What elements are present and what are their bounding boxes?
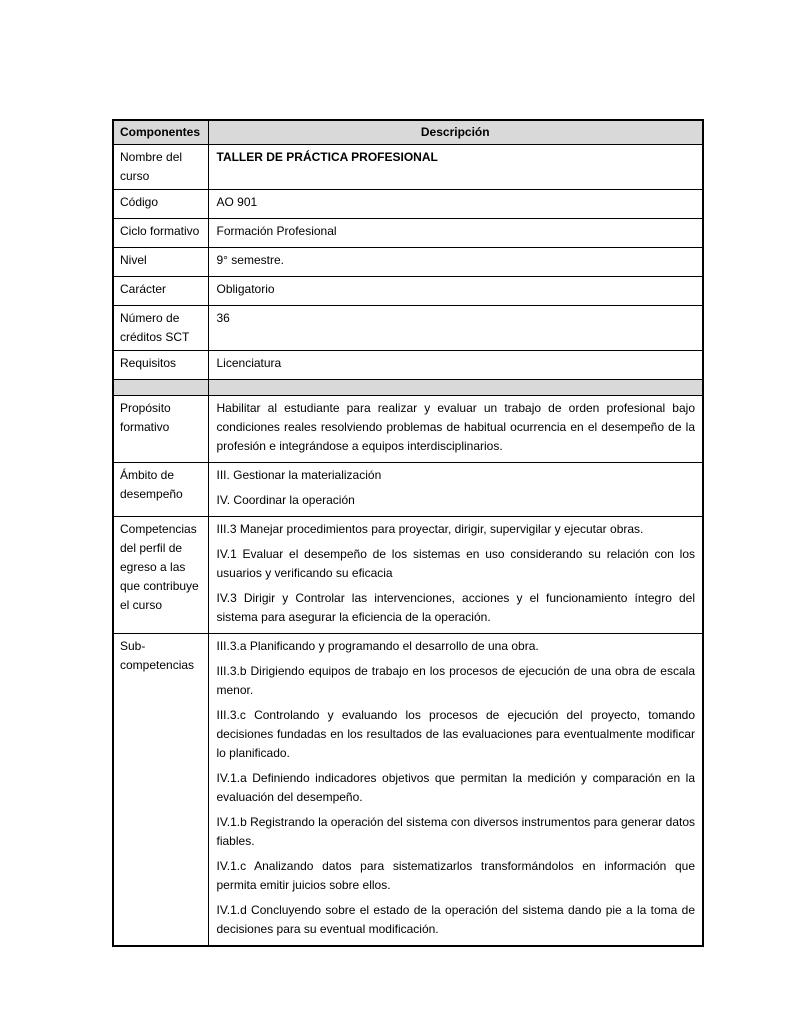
table-body bbox=[113, 145, 703, 947]
component-cell: Código bbox=[113, 190, 208, 219]
component-cell: Competencias del perfil de egreso a las que contribuye el curso bbox=[113, 517, 208, 634]
column-header-descripcion: Descripción bbox=[208, 120, 703, 145]
description-cell bbox=[208, 517, 703, 634]
table-row bbox=[113, 145, 703, 190]
description-paragraph: IV.1 Evaluar el desempeño de los sistemas en uso considerando su relación con los usuarios y verificando su eficacia bbox=[216, 547, 695, 580]
description-cell bbox=[208, 463, 703, 517]
table-row bbox=[113, 463, 703, 517]
description-cell bbox=[208, 396, 703, 463]
description-paragraph: Formación Profesional bbox=[216, 224, 337, 238]
table-row bbox=[113, 306, 703, 351]
description-cell bbox=[208, 351, 703, 380]
table-row bbox=[113, 248, 703, 277]
description-paragraph: III.3.a Planificando y programando el desarrollo de una obra. bbox=[216, 639, 539, 653]
table-row bbox=[113, 517, 703, 634]
column-header-componentes: Componentes bbox=[113, 120, 208, 145]
table-row bbox=[113, 277, 703, 306]
description-cell bbox=[208, 248, 703, 277]
table-row bbox=[113, 396, 703, 463]
description-paragraph: III.3.b Dirigiendo equipos de trabajo en los procesos de ejecución de una obra de escala menor. bbox=[216, 664, 695, 697]
description-cell bbox=[208, 634, 703, 947]
component-cell: Carácter bbox=[113, 277, 208, 306]
description-paragraph: 9° semestre. bbox=[216, 253, 284, 267]
component-cell: Requisitos bbox=[113, 351, 208, 380]
description-paragraph: IV.1.c Analizando datos para sistematizarlos transformándolos en información que permita emitir juicios sobre ellos. bbox=[216, 859, 695, 892]
separator-row bbox=[113, 380, 703, 396]
description-paragraph: III.3.c Controlando y evaluando los procesos de ejecución del proyecto, tomando decisiones fundadas en los resultados de las evaluaciones para eventualmente modificar lo planificado. bbox=[216, 708, 695, 760]
component-cell: Ciclo formativo bbox=[113, 219, 208, 248]
component-cell: Propósito formativo bbox=[113, 396, 208, 463]
description-paragraph: IV.3 Dirigir y Controlar las intervenciones, acciones y el funcionamiento íntegro del sistema para asegurar la eficiencia de la operación. bbox=[216, 591, 695, 624]
table-row bbox=[113, 634, 703, 947]
component-cell: Nombre del curso bbox=[113, 145, 208, 190]
description-paragraph: Habilitar al estudiante para realizar y evaluar un trabajo de orden profesional bajo condiciones reales resolviendo problemas de habitual ocurrencia en el desempeño de la profesión e integrándose a equipos interdisciplinarios. bbox=[216, 401, 695, 453]
description-paragraph: Licenciatura bbox=[216, 356, 282, 370]
description-paragraph: III.3 Manejar procedimientos para proyectar, dirigir, supervigilar y ejecutar obras. bbox=[216, 522, 644, 536]
table-row bbox=[113, 351, 703, 380]
description-paragraph: 36 bbox=[216, 311, 230, 325]
description-cell bbox=[208, 306, 703, 351]
component-cell: Ámbito de desempeño bbox=[113, 463, 208, 517]
description-paragraph: Obligatorio bbox=[216, 282, 275, 296]
component-cell bbox=[113, 380, 208, 396]
description-cell bbox=[208, 145, 703, 190]
description-cell bbox=[208, 380, 703, 396]
description-cell bbox=[208, 190, 703, 219]
description-cell bbox=[208, 277, 703, 306]
table-row bbox=[113, 219, 703, 248]
course-description-table bbox=[112, 119, 704, 947]
description-paragraph: AO 901 bbox=[216, 195, 258, 209]
component-cell: Nivel bbox=[113, 248, 208, 277]
component-cell: Sub-competencias bbox=[113, 634, 208, 947]
table-header-row bbox=[113, 120, 703, 145]
description-paragraph: III. Gestionar la materialización bbox=[216, 468, 382, 482]
description-paragraph: TALLER DE PRÁCTICA PROFESIONAL bbox=[216, 150, 438, 164]
table-row bbox=[113, 190, 703, 219]
description-paragraph: IV.1.d Concluyendo sobre el estado de la operación del sistema dando pie a la toma de decisiones para su eventual modificación. bbox=[216, 903, 695, 936]
description-cell bbox=[208, 219, 703, 248]
description-paragraph: IV.1.b Registrando la operación del sistema con diversos instrumentos para generar datos fiables. bbox=[216, 815, 695, 848]
description-paragraph: IV.1.a Definiendo indicadores objetivos que permitan la medición y comparación en la evaluación del desempeño. bbox=[216, 771, 695, 804]
component-cell: Número de créditos SCT bbox=[113, 306, 208, 351]
description-paragraph: IV. Coordinar la operación bbox=[216, 493, 355, 507]
